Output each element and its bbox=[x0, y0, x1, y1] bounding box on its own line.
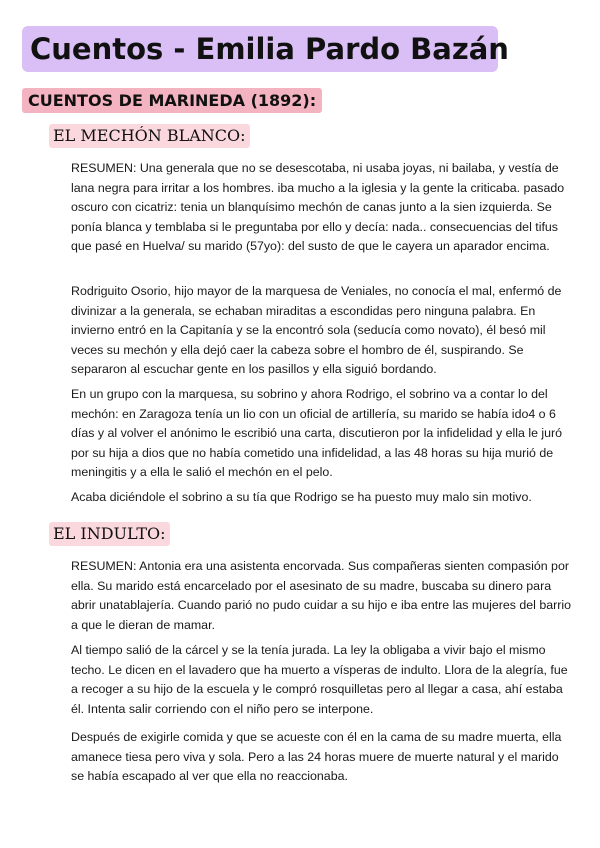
paragraph: En un grupo con la marquesa, su sobrino y ahora Rodrigo, el sobrino va a contar lo del mechón: en Zaragoza tenía un lio con un oficial de artillería, su marido se había ido4 o 6 días y al volver el anónimo le escribió una carta, discutieron por la infidelidad y ella le juró por su hija a dios que no había cometido una infidelidad, a las 48 horas su hija murió de meningitis y a ella le salió el mechón en el pelo. bbox=[71, 387, 563, 480]
paragraph: RESUMEN: Antonia era una asistenta encorvada. Sus compañeras sienten compasión por ella. Su marido está encarcelado por el asesinato de su madre, buscaba su dinero para abrir unatablajería. Cuando parió no pudo cuidar a su hijo e iba entre las mujeres del barrio a que le dieran de mamar. bbox=[71, 559, 572, 632]
document-title: Cuentos - Emilia Pardo Bazán bbox=[22, 26, 498, 72]
story-heading-el-indulto: EL INDULTO: bbox=[49, 522, 170, 546]
section-heading-marineda: CUENTOS DE MARINEDA (1892): bbox=[22, 88, 322, 113]
paragraph: Rodriguito Osorio, hijo mayor de la marquesa de Veniales, no conocía el mal, enfermó de divinizar a la generala, se echaban miraditas a escondidas pero ninguna palabra. En invierno entró en la Capitanía y se la encontró sola (seducía como novato), él besó mil veces su mechón y ella dejó caer la cabeza sobre el hombro de él, suspirando. Se separaron al escuchar gente en los pasillos y ella siguió bordando. bbox=[71, 284, 562, 377]
story-heading-mechon-blanco: EL MECHÓN BLANCO: bbox=[49, 124, 250, 148]
paragraph: Acaba diciéndole el sobrino a su tía que Rodrigo se ha puesto muy malo sin motivo. bbox=[71, 490, 532, 504]
paragraph: Después de exigirle comida y que se acueste con él en la cama de su madre muerta, ella amanece tiesa pero viva y sola. Pero a las 24 horas muere de muerte natural y el marido se había escapado al ver que ella no reaccionaba. bbox=[71, 730, 562, 784]
paragraph: RESUMEN: Una generala que no se desescotaba, ni usaba joyas, ni bailaba, y vestía de lana negra para irritar a los hombres. iba mucho a la iglesia y la gente la criticaba. pasado oscuro con cicatriz: tenia un blanquísimo mechón de canas junto a la sien izquierda. Se ponía blanca y temblaba si le preguntaba por ello y decía: nada.. consecuencias del tifus que pasé en Huelva/ su marido (57yo): del susto de que le cayera un aparador encima. bbox=[71, 161, 565, 254]
paragraph: Al tiempo salió de la cárcel y se la tenía jurada. La ley la obligaba a vivir bajo el mismo techo. Le dicen en el lavadero que ha muerto a vísperas de indulto. Llora de la alegría, fue a recoger a su hijo de la escuela y le compró rosquilletas pero al llegar a casa, ahí estaba él. Intenta salir corriendo con el niño pero se interpone. bbox=[71, 643, 568, 716]
